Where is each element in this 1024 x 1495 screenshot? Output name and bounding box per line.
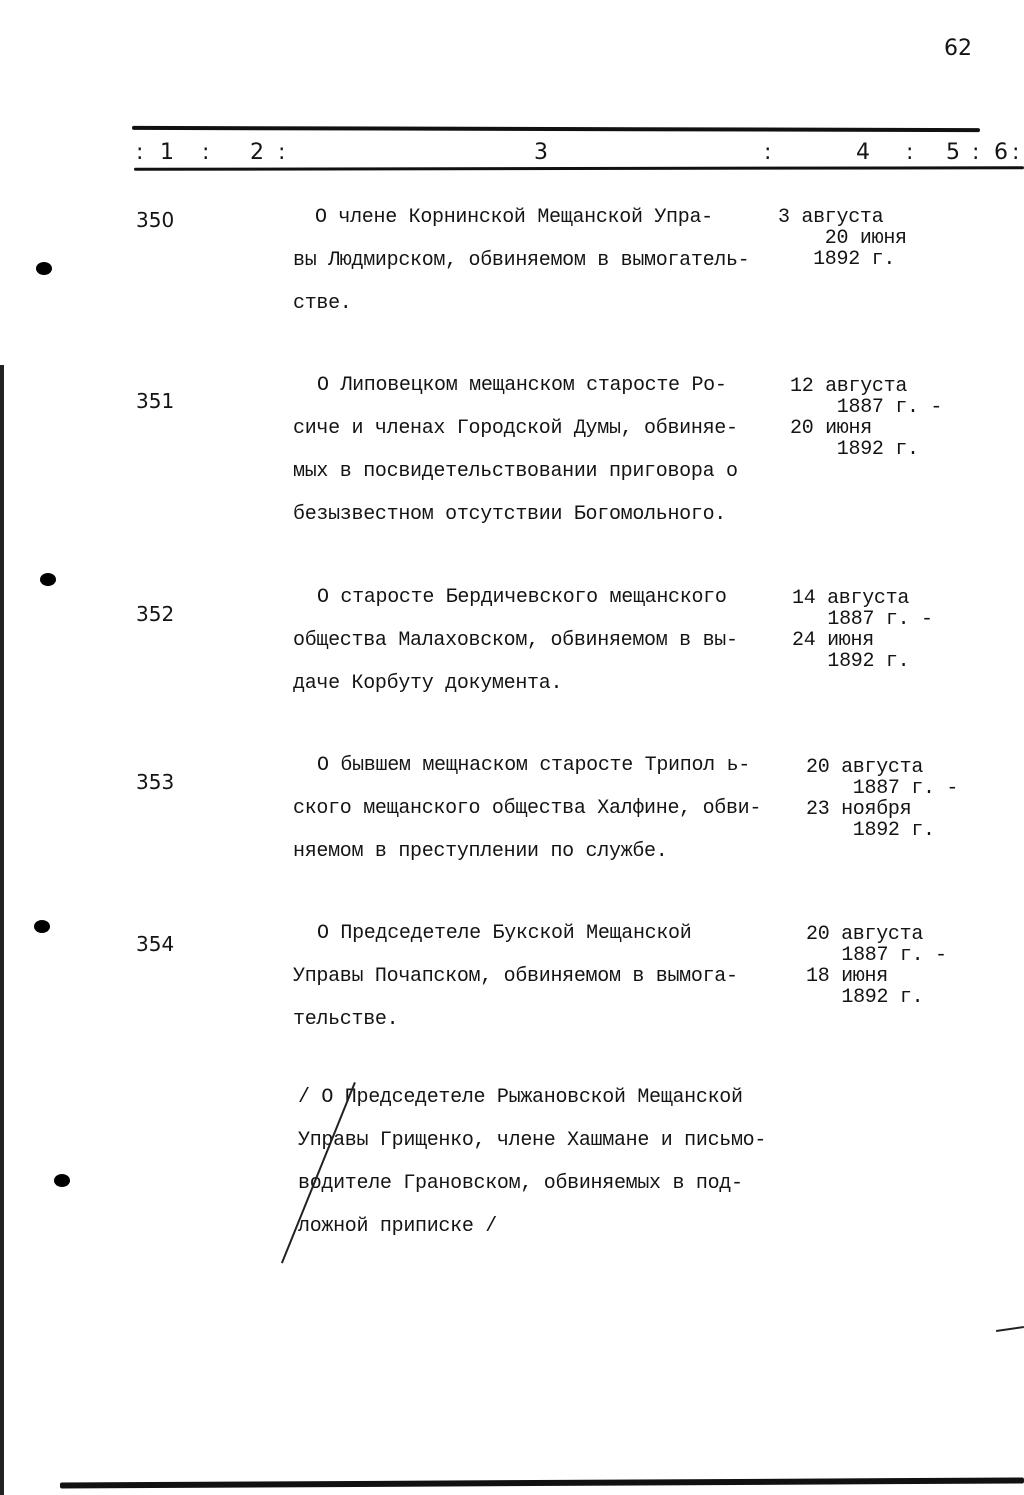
punch-hole-icon [54, 1174, 70, 1187]
header-col-2: 2 [250, 140, 264, 165]
header-sep: : [202, 140, 210, 165]
header-col-6: 6 [994, 140, 1008, 165]
header-sep: : [764, 140, 772, 165]
record-dates: 20 августа 1887 г. - 23 ноября 1892 г. [806, 756, 959, 842]
record-dates: 20 августа 1887 г. - 18 июня 1892 г. [806, 923, 947, 1009]
header-sep: : [278, 140, 286, 165]
punch-hole-icon [40, 573, 56, 586]
header-col-3: 3 [534, 140, 548, 165]
header-sep: : [972, 140, 980, 165]
stray-pen-mark [996, 1326, 1024, 1332]
record-dates: 14 августа 1887 г. - 24 июня 1892 г. [792, 587, 933, 673]
record-description: О Председетеле Букской Мещанской Управы Почапском, обвиняемом в вымога- тельстве. [293, 922, 738, 1031]
record-description: О старосте Бердичевского мещанского общества Малаховском, обвиняемом в вы- даче Корбуту документа. [293, 586, 738, 695]
header-col-1: 1 [160, 140, 174, 165]
record-number: 350 [136, 208, 175, 232]
header-col-4: 4 [856, 140, 870, 165]
page-number: 62 [944, 36, 972, 61]
record-number: 354 [136, 932, 175, 956]
punch-hole-icon [36, 262, 52, 275]
crossed-out-description: / О Председетеле Рыжановской Мещанской Управы Грищенко, члене Хашмане и письмо- водителе Грановском, обвиняемых в под- ложной приписке / [298, 1086, 767, 1238]
footer-rule [60, 1477, 1024, 1488]
record-dates: 12 августа 1887 г. - 20 июня 1892 г. [790, 375, 943, 461]
record-number: 352 [136, 602, 175, 626]
header-top-rule [132, 126, 980, 132]
record-number: 351 [136, 389, 175, 413]
record-description: О Липовецком мещанском старосте Ро- сиче и членах Городской Думы, обвиняе- мых в посвидетельствовании приговора о безызвестном отсутствии Богомольного. [293, 374, 738, 526]
header-sep: : [906, 140, 914, 165]
table-header [136, 140, 1024, 166]
record-dates: 3 августа 20 июня 1892 г. [778, 206, 907, 271]
record-number: 353 [136, 770, 175, 794]
record-description: О члене Корнинской Мещанской Упра- вы Людмирском, обвиняемом в вымогатель- стве. [293, 206, 750, 315]
header-sep: : [136, 140, 144, 165]
record-description: О бывшем мещнаском старосте Трипол ь- ского мещанского общества Халфине, обви- няемом в преступлении по службе. [293, 754, 762, 863]
header-col-5: 5 [946, 140, 960, 165]
header-sep: : [1012, 140, 1020, 165]
left-scan-edge [0, 365, 4, 1495]
punch-hole-icon [34, 920, 50, 933]
header-bottom-rule [134, 166, 1024, 171]
